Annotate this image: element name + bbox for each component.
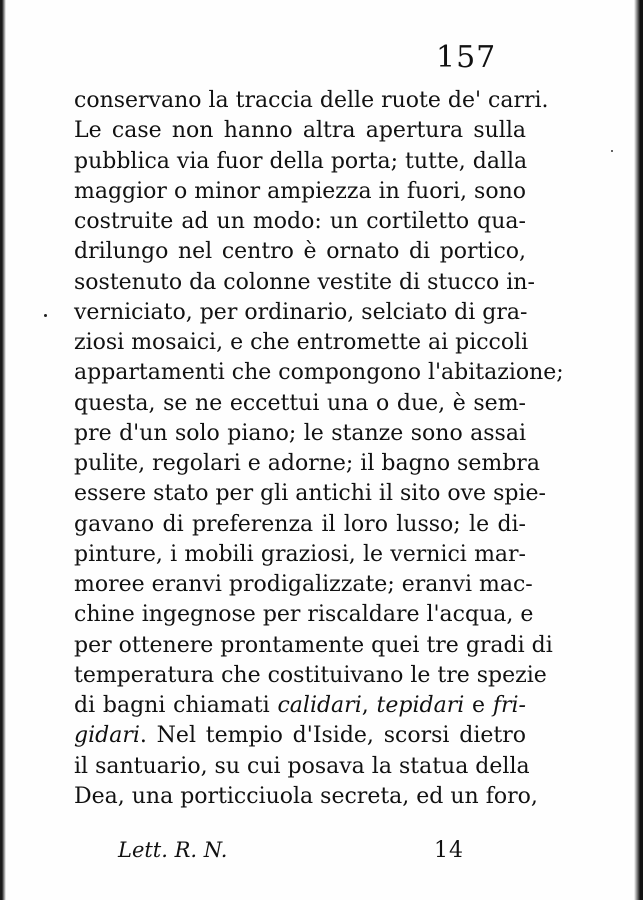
text-fragment: di bagni chiamati (74, 693, 278, 718)
text-line: pinture, i mobili graziosi, le vernici mar- (74, 541, 526, 567)
body-text (74, 86, 564, 812)
text-line: temperatura che costituivano le tre spezie (74, 662, 547, 688)
text-line: costruite ad un modo: un cortiletto qua- (74, 209, 526, 234)
text-line: chine ingegnose per riscaldare l'acqua, e (74, 602, 534, 628)
text-line: Le case non hanno altra apertura sulla (74, 118, 526, 144)
text-line: ziosi mosaici, e che entromette ai piccoli (74, 330, 529, 355)
italic-term: calidari (277, 693, 362, 718)
text-line: verniciato, per ordinario, selciato di gra- (74, 299, 528, 325)
page-number: 157 (436, 40, 497, 75)
text-line-italic-terms (74, 721, 526, 751)
text-fragment: e (464, 693, 493, 718)
text-line: drilungo nel centro è ornato di portico, (74, 239, 526, 265)
sheet-number: 14 (434, 838, 464, 863)
text-line: Dea, una porticciuola secreta, ed un foro, (74, 783, 538, 809)
text-line: maggior o minor ampiezza in fuori, sono (74, 178, 526, 204)
text-line: il santuario, su cui posava la statua della (74, 753, 530, 779)
text-line: pre d'un solo piano; le stanze sono assai (74, 420, 526, 446)
italic-term: tepidari (376, 693, 465, 718)
page-left-edge (0, 0, 8, 900)
text-line: questa, se ne eccettui una o due, è sem- (74, 390, 526, 416)
italic-term: fri- (492, 693, 526, 718)
page-right-edge (633, 0, 643, 900)
signature-mark: Lett. R. N. (118, 838, 228, 862)
text-line: pulite, regolari e adorne; il bagno sembra (74, 451, 540, 476)
text-line: sostenuto da colonne vestite di stucco in- (74, 269, 535, 295)
ink-speck (44, 314, 47, 317)
text-line: moree eranvi prodigalizzate; eranvi mac- (74, 572, 533, 597)
text-fragment: . Nel tempio d'Iside, scorsi dietro (139, 723, 526, 749)
text-line: conservano la traccia delle ruote de' carri. (74, 88, 549, 113)
text-fragment: , (361, 693, 377, 718)
text-line: essere stato per gli antichi il sito ove spie- (74, 481, 546, 507)
text-line: pubblica via fuor della porta; tutte, dalla (74, 148, 528, 174)
page-footer (118, 838, 464, 868)
text-line: per ottenere prontamente quei tre gradi di (74, 632, 553, 658)
italic-term: gidari (74, 723, 140, 749)
text-line-italic-terms (74, 691, 526, 721)
ink-speck (611, 150, 613, 152)
text-line: appartamenti che compongono l'abitazione; (74, 360, 564, 386)
text-line: gavano di preferenza il loro lusso; le di- (74, 511, 526, 537)
